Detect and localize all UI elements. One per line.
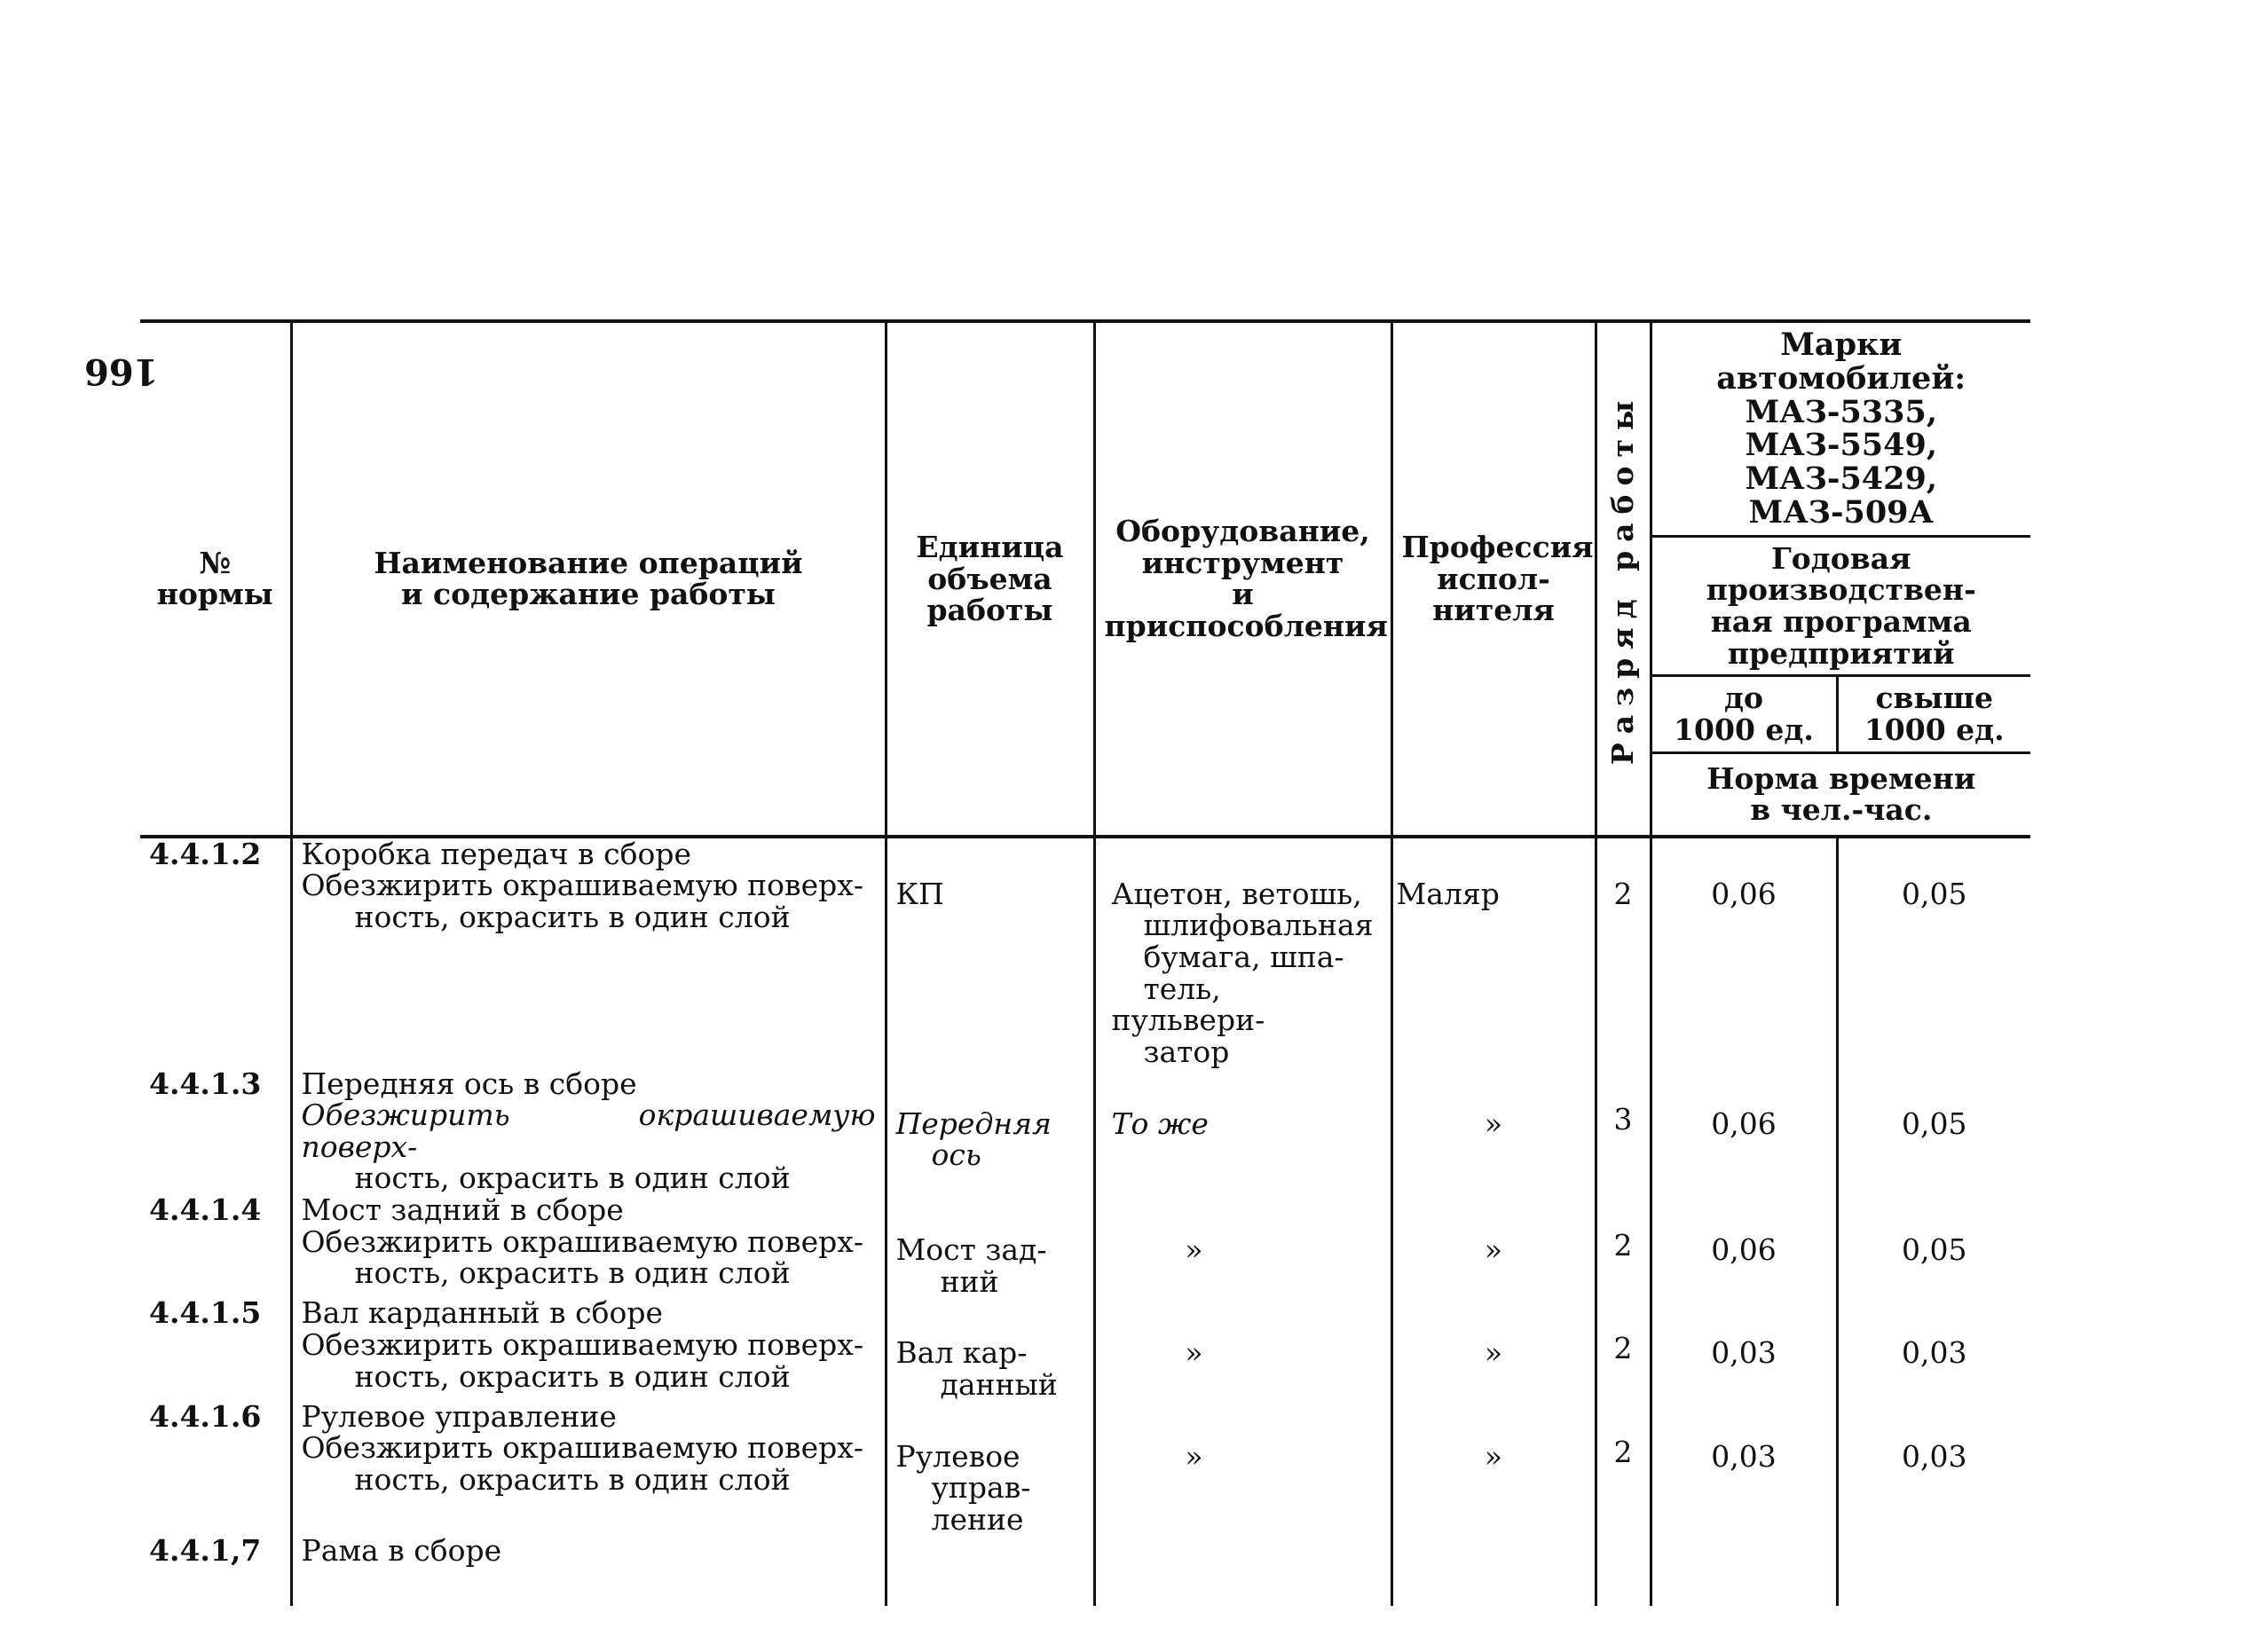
profession-cell: » — [1391, 1297, 1596, 1400]
equipment-cell: » — [1094, 1401, 1391, 1536]
equipment-cell: Ацетон, ветошь, шлифовальная бумага, шпа- тель, пульвери- затор — [1094, 837, 1391, 1068]
profession-cell: » — [1391, 1068, 1596, 1195]
time-up-to-1000: 0,06 — [1651, 1194, 1837, 1297]
grade-cell: 2 — [1596, 837, 1651, 1068]
operation-cell: Рулевое управление Обезжирить окрашиваемую поверх- ность, окрасить в один слой — [291, 1401, 886, 1536]
norms-table — [140, 319, 2030, 1606]
time-over-1000: 0,05 — [1837, 1194, 2030, 1297]
time-up-to-1000: 0,03 — [1651, 1401, 1837, 1536]
page-number: 166 — [84, 350, 159, 392]
unit-cell — [886, 1535, 1094, 1606]
header-annual-program: Годовая производствен- ная программа предприятий — [1651, 536, 2030, 676]
time-up-to-1000: 0,06 — [1651, 1068, 1837, 1195]
grade-cell: 3 — [1596, 1068, 1651, 1195]
time-over-1000: 0,05 — [1837, 837, 2030, 1068]
operation-cell: Передняя ось в сборе Обезжирить окрашиваемую поверх- ность, окрасить в один слой — [291, 1068, 886, 1195]
norm-number: 4.4.1.5 — [149, 1295, 262, 1331]
operation-cell: Вал карданный в сборе Обезжирить окрашиваемую поверх- ность, окрасить в один слой — [291, 1297, 886, 1400]
table-row — [140, 1068, 2030, 1195]
equipment-cell: То же — [1094, 1068, 1391, 1195]
unit-cell: Мост зад- ний — [886, 1194, 1094, 1297]
table-row — [140, 1297, 2030, 1400]
time-over-1000: 0,05 — [1837, 1068, 2030, 1195]
profession-cell: » — [1391, 1194, 1596, 1297]
norm-number: 4.4.1.6 — [149, 1398, 262, 1434]
profession-cell: » — [1391, 1401, 1596, 1536]
table-row — [140, 837, 2030, 1068]
header-norm-number: № нормы — [140, 321, 291, 837]
header-over-1000: свыше 1000 ед. — [1837, 676, 2030, 752]
header-equipment: Оборудование, инструмент и приспособления — [1094, 321, 1391, 837]
grade-cell: 2 — [1596, 1194, 1651, 1297]
equipment-cell: » — [1094, 1297, 1391, 1400]
header-up-to-1000: до 1000 ед. — [1651, 676, 1837, 752]
equipment-cell: » — [1094, 1194, 1391, 1297]
unit-cell: Рулевое управ- ление — [886, 1401, 1094, 1536]
table-row — [140, 1401, 2030, 1536]
time-over-1000: 0,03 — [1837, 1297, 2030, 1400]
norm-number: 4.4.1.3 — [149, 1066, 262, 1101]
table-row — [140, 1194, 2030, 1297]
unit-cell: Передняя ось — [886, 1068, 1094, 1195]
header-unit: Единица объема работы — [886, 321, 1094, 837]
norm-number: 4.4.1,7 — [149, 1533, 262, 1569]
header-time-norm: Норма времени в чел.-час. — [1651, 752, 2030, 837]
norm-number: 4.4.1.2 — [149, 836, 262, 871]
grade-cell: 2 — [1596, 1297, 1651, 1400]
time-up-to-1000 — [1651, 1535, 1837, 1606]
time-up-to-1000: 0,06 — [1651, 837, 1837, 1068]
time-over-1000 — [1837, 1535, 2030, 1606]
operation-cell: Мост задний в сборе Обезжирить окрашиваемую поверх- ность, окрасить в один слой — [291, 1194, 886, 1297]
profession-cell — [1391, 1535, 1596, 1606]
operation-cell: Коробка передач в сборе Обезжирить окрашиваемую поверх- ность, окрасить в один слой — [291, 837, 886, 1068]
header-profession: Профессия испол- нителя — [1391, 321, 1596, 837]
header-car-brands: Марки автомобилей: МАЗ-5335, МАЗ-5549, МАЗ-5429, МАЗ-509А — [1651, 321, 2030, 536]
table-row — [140, 1535, 2030, 1606]
header-grade: Разряд работы — [1596, 321, 1651, 837]
grade-cell: 2 — [1596, 1401, 1651, 1536]
time-over-1000: 0,03 — [1837, 1401, 2030, 1536]
time-up-to-1000: 0,03 — [1651, 1297, 1837, 1400]
header-row-1 — [140, 321, 2030, 536]
header-operation-name: Наименование операций и содержание работы — [291, 321, 886, 837]
unit-cell: КП — [886, 837, 1094, 1068]
norm-number: 4.4.1.4 — [149, 1192, 262, 1228]
equipment-cell — [1094, 1535, 1391, 1606]
profession-cell: Маляр — [1391, 837, 1596, 1068]
grade-cell — [1596, 1535, 1651, 1606]
unit-cell: Вал кар- данный — [886, 1297, 1094, 1400]
operation-cell: Рама в сборе — [291, 1535, 886, 1606]
